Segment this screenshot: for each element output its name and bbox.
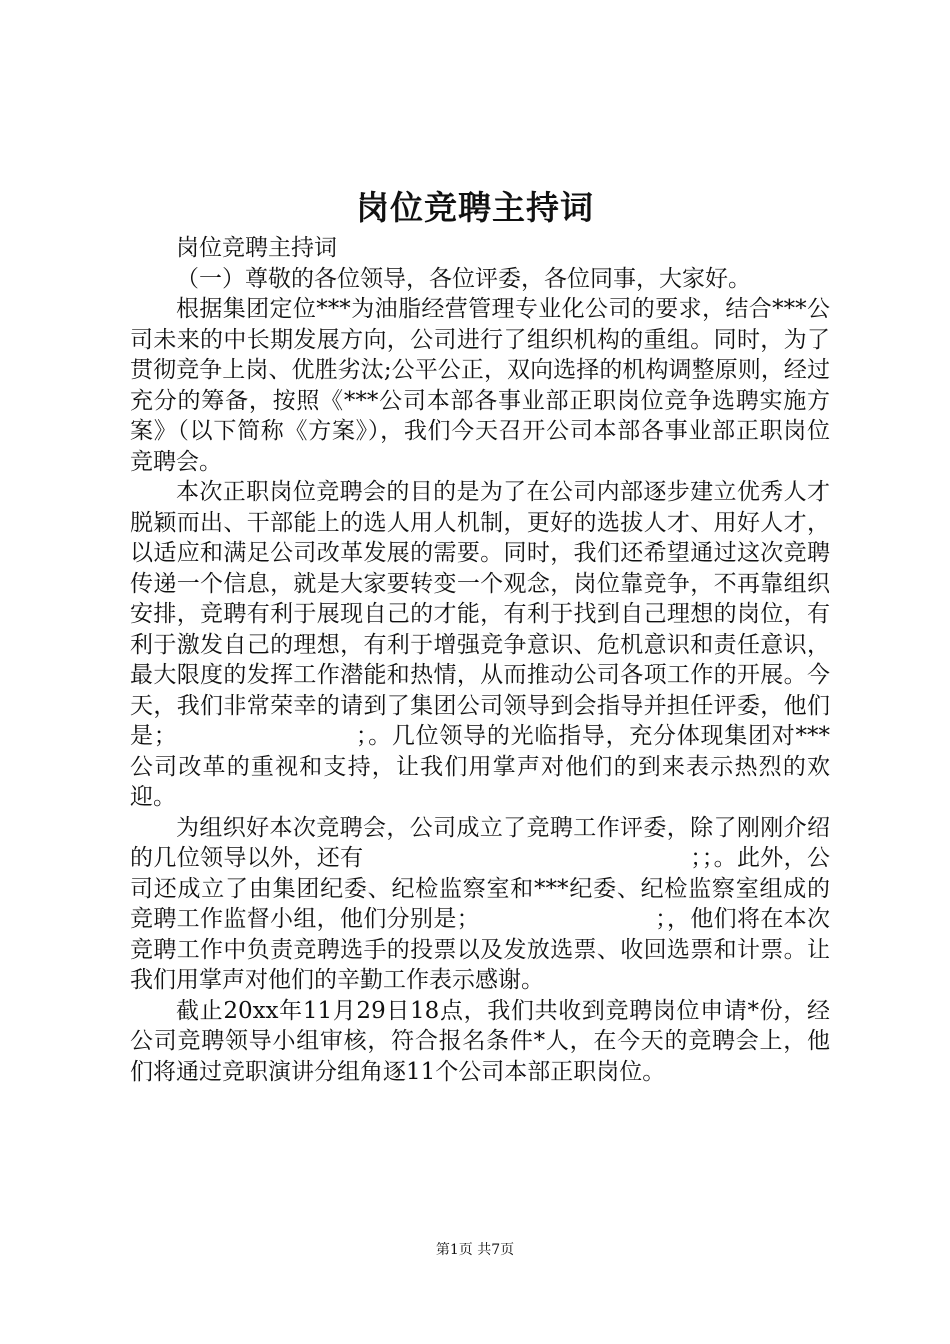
paragraph-subtitle: 岗位竞聘主持词 — [176, 235, 337, 261]
paragraph-background: 根据集团定位***为油脂经营管理专业化公司的要求，结合***公司未来的中长期发展方向，公司进行了组织机构的重组。同时，为了贯彻竞争上岗、优胜劣汰;公平公正，双向选择的机构调整原则，经过充分的筹备，按照《***公司本部各事业部正职岗位竞争选聘实施方案》（以下简称《方案》），我们今天召开公司本部各事业部正职岗位竞聘会。 — [130, 296, 830, 475]
document-body — [130, 233, 830, 1087]
page-footer: 第1页 共7页 — [435, 1242, 515, 1258]
document-title: 岗位竞聘主持词 — [356, 188, 594, 227]
paragraph-applications: 截止20xx年11月29日18点，我们共收到竞聘岗位申请*份，经公司竞聘领导小组审核，符合报名条件*人，在今天的竞聘会上，他们将通过竞职演讲分组角逐11个公司本部正职岗位。 — [130, 997, 830, 1085]
paragraph-greeting: （一）尊敬的各位领导，各位评委，各位同事，大家好。 — [176, 265, 751, 292]
paragraph-purpose: 本次正职岗位竞聘会的目的是为了在公司内部逐步建立优秀人才脱颖而出、干部能上的选人用人机制，更好的选拔人才、用好人才，以适应和满足公司改革发展的需要。同时，我们还希望通过这次竞聘传递一个信息，就是大家要转变一个观念，岗位靠竞争，不再靠组织安排，竞聘有利于展现自己的才能，有利于找到自己理想的岗位，有利于激发自己的理想，有利于增强竞争意识、危机意识和责任意识，最大限度的发挥工作潜能和热情，从而推动公司各项工作的开展。今天，我们非常荣幸的请到了集团公司领导到会指导并担任评委，他们是； ；。几位领导的光临指导，充分体现集团对***公司改革的重视和支持，让我们用掌声对他们的到来表示热烈的欢迎。 — [130, 479, 830, 810]
paragraph-committee: 为组织好本次竞聘会，公司成立了竞聘工作评委，除了刚刚介绍的几位领导以外，还有 ；；。此外，公司还成立了由集团纪委、纪检监察室和***纪委、纪检监察室组成的竞聘工作监督小组，他们分别是； ；，他们将在本次竞聘工作中负责竞聘选手的投票以及发放选票、收回选票和计票。让我们用掌声对他们的辛勤工作表示感谢。 — [130, 814, 830, 993]
